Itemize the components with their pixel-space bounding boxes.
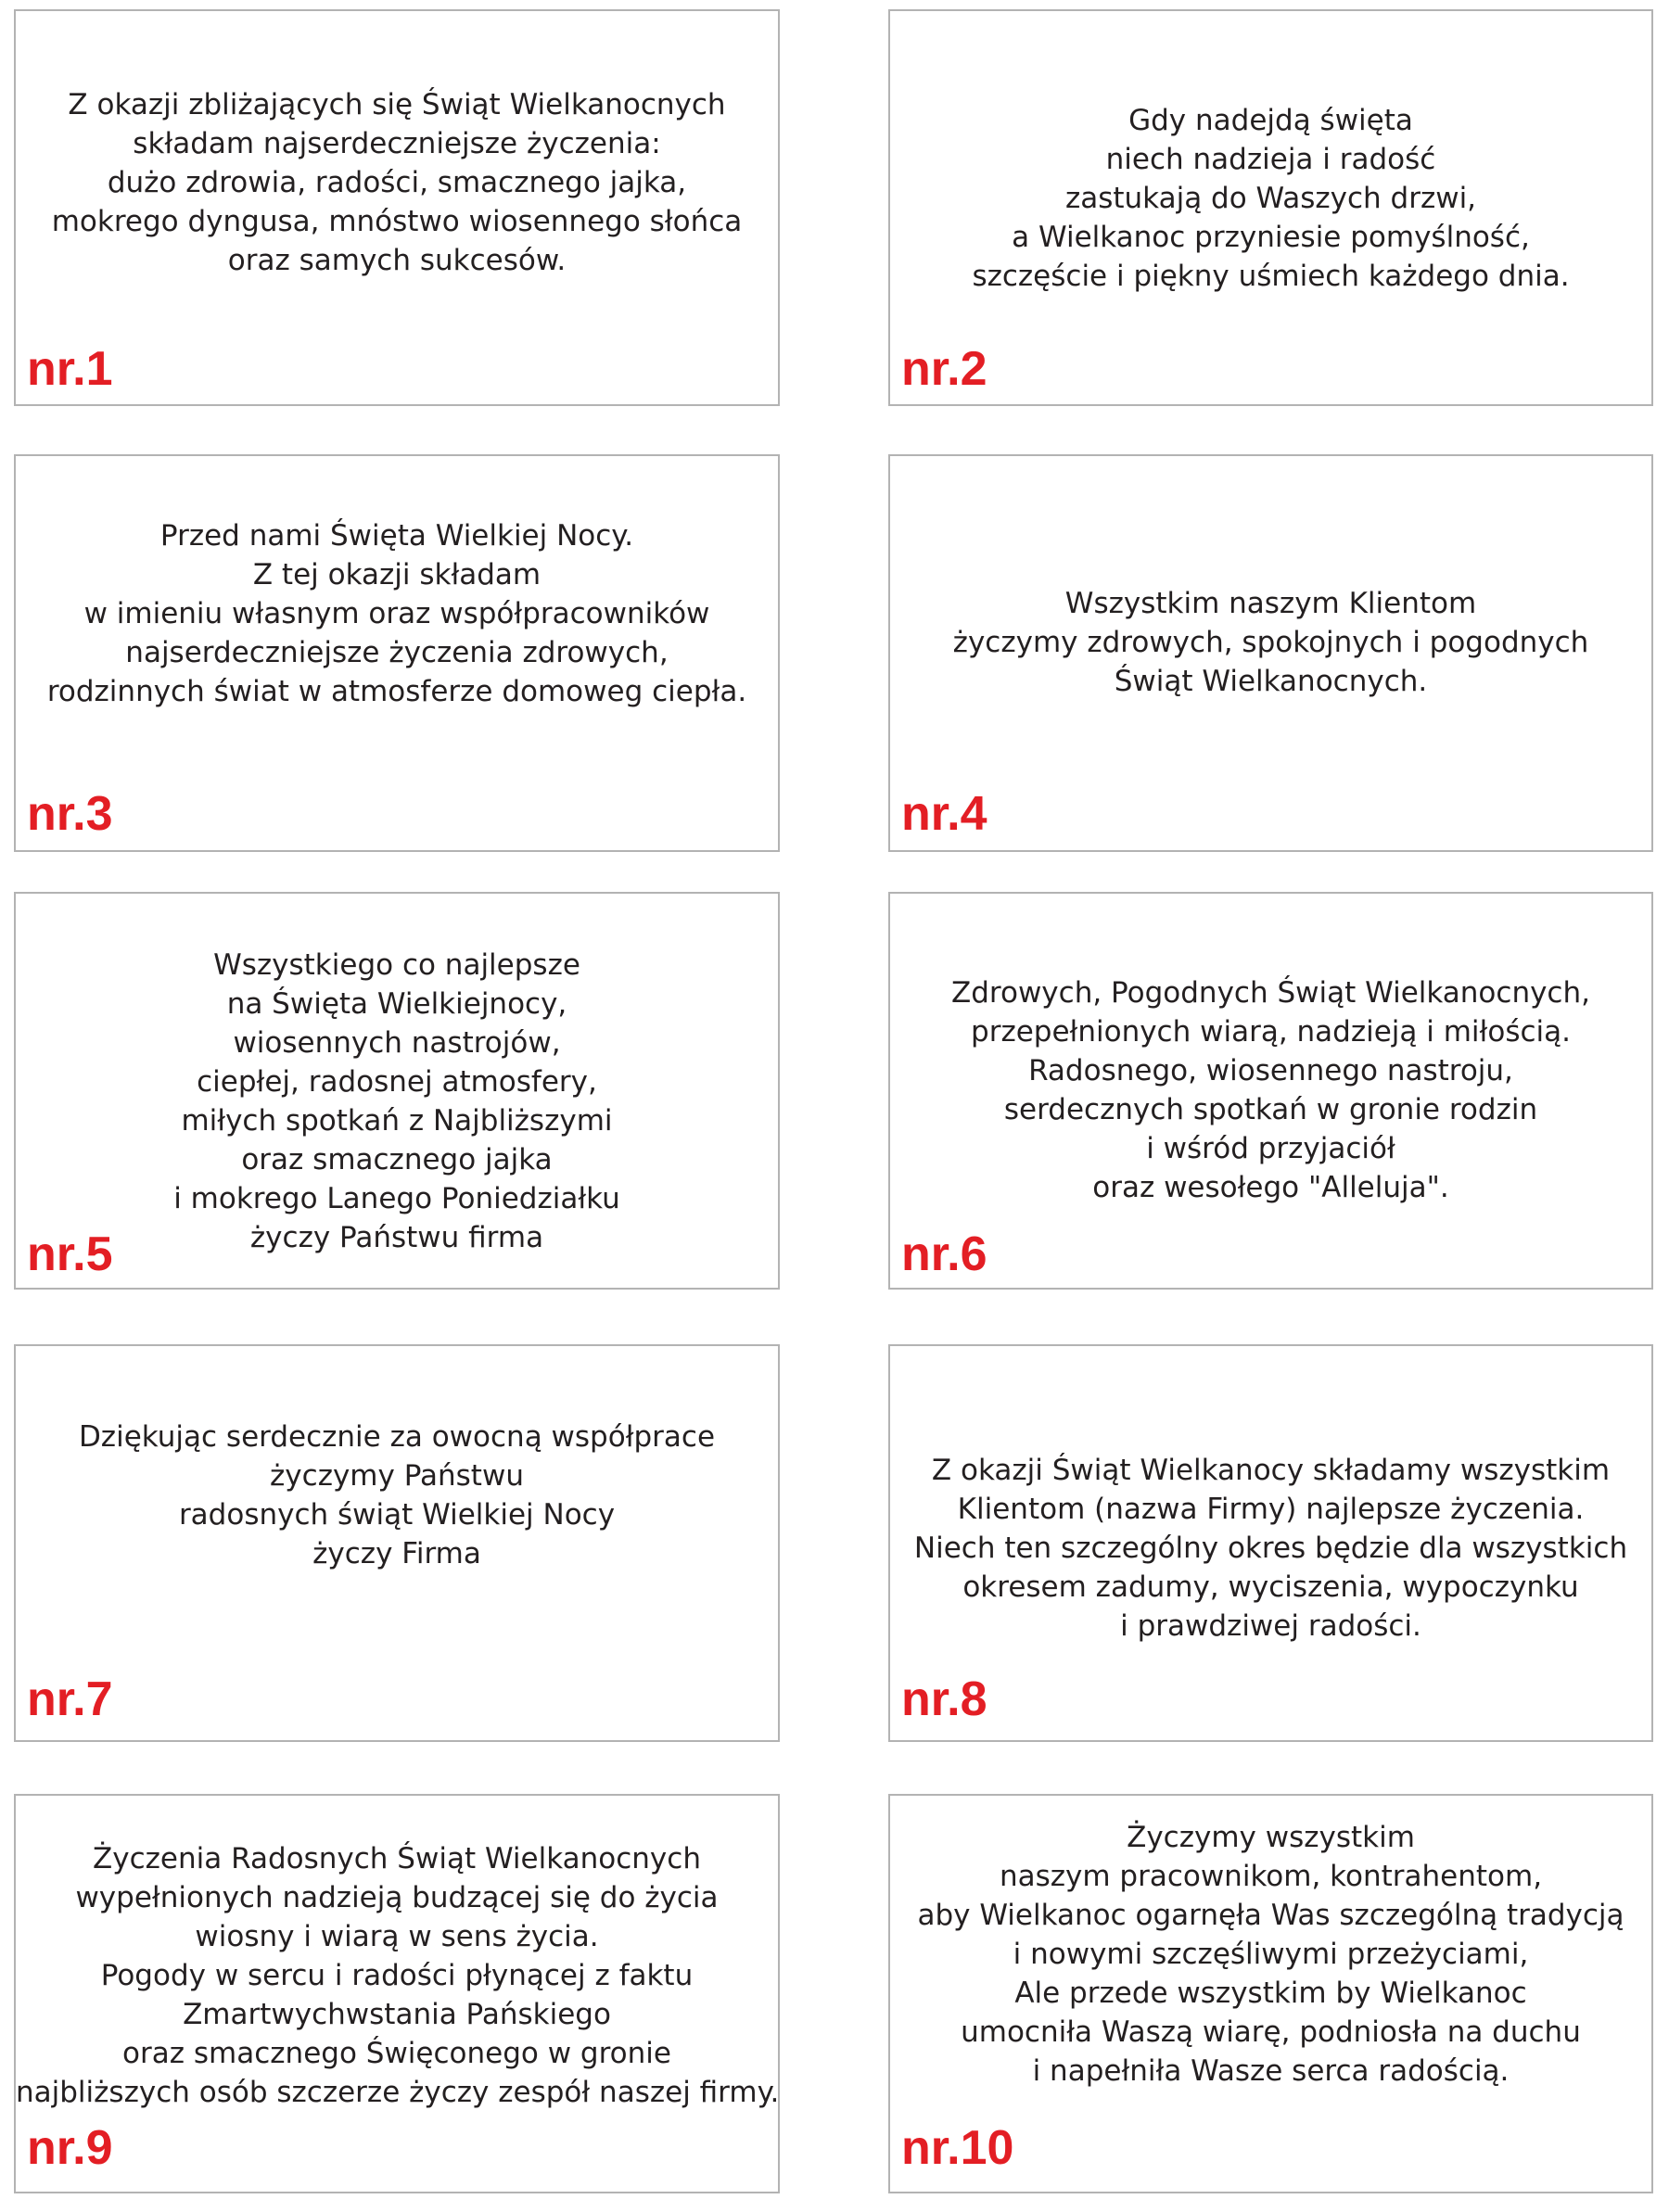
greeting-line: aby Wielkanoc ogarnęła Was szczególną tradycją — [917, 1899, 1624, 1932]
card-number: nr.8 — [901, 1672, 987, 1726]
greeting-line: w imieniu własnym oraz współpracowników — [83, 597, 710, 630]
greeting-line: niech nadzieja i radość — [1105, 143, 1436, 176]
greeting-text — [890, 1451, 1651, 1646]
greeting-line: Wszystkiego co najlepsze — [213, 948, 580, 982]
greeting-line: rodzinnych świat w atmosferze domoweg ciepła. — [46, 675, 747, 708]
greeting-text — [16, 1839, 778, 2112]
greeting-line: serdecznych spotkań w gronie rodzin — [1003, 1093, 1538, 1126]
greeting-card — [14, 1794, 780, 2193]
greeting-line: i nowymi szczęśliwymi przeżyciami, — [1013, 1938, 1529, 1971]
greeting-line: Przed nami Święta Wielkiej Nocy. — [159, 519, 634, 553]
card-number: nr.7 — [27, 1672, 113, 1726]
card-number: nr.3 — [27, 787, 113, 841]
greeting-line: i prawdziwej radości. — [1120, 1609, 1421, 1643]
card-number: nr.10 — [901, 2121, 1014, 2175]
greeting-line: życzymy Państwu — [270, 1459, 524, 1493]
greeting-line: Zdrowych, Pogodnych Świąt Wielkanocnych, — [951, 976, 1590, 1010]
greeting-line: zastukają do Waszych drzwi, — [1064, 182, 1477, 215]
card-number: nr.1 — [27, 342, 113, 396]
greeting-line: życzy Państwu firma — [249, 1221, 544, 1254]
greeting-line: i napełniła Wasze serca radością. — [1032, 2054, 1510, 2088]
greeting-line: najserdeczniejsze życzenia zdrowych, — [125, 636, 669, 669]
greeting-text — [890, 973, 1651, 1207]
card-number: nr.6 — [901, 1227, 987, 1281]
greeting-line: miłych spotkań z Najbliższymi — [181, 1104, 613, 1138]
greeting-line: Życzenia Radosnych Świąt Wielkanocnych — [93, 1842, 701, 1875]
greeting-card — [888, 1344, 1653, 1742]
greeting-line: mokrego dyngusa, mnóstwo wiosennego słońca — [51, 205, 743, 238]
greeting-card — [888, 1794, 1653, 2193]
greeting-line: Gdy nadejdą święta — [1128, 104, 1413, 137]
card-number: nr.4 — [901, 787, 987, 841]
greeting-line: życzymy zdrowych, spokojnych i pogodnych — [952, 626, 1589, 659]
greeting-line: Radosnego, wiosennego nastroju, — [1028, 1054, 1513, 1087]
greeting-line: Z okazji zbliżających się Świąt Wielkanocnych — [68, 88, 726, 121]
greeting-text — [16, 85, 778, 280]
greeting-line: Świąt Wielkanocnych. — [1114, 665, 1428, 698]
greeting-card — [888, 9, 1653, 406]
greeting-line: i wśród przyjaciół — [1146, 1132, 1395, 1165]
greeting-line: dużo zdrowia, radości, smacznego jajka, — [107, 166, 687, 199]
greeting-line: na Święta Wielkiejnocy, — [226, 987, 567, 1021]
greeting-text — [16, 1417, 778, 1573]
greeting-line: najbliższych osób szczerze życzy zespół naszej firmy. — [16, 2076, 780, 2109]
greeting-card — [888, 454, 1653, 852]
greeting-line: przepełnionych wiarą, nadzieją i miłością. — [971, 1015, 1571, 1049]
greeting-line: Klientom (nazwa Firmy) najlepsze życzenia. — [957, 1493, 1585, 1526]
greeting-line: Pogody w sercu i radości płynącej z faktu — [100, 1959, 694, 1992]
greeting-line: ciepłej, radosnej atmosfery, — [197, 1065, 597, 1099]
greeting-line: oraz samych sukcesów. — [227, 244, 567, 277]
card-number: nr.5 — [27, 1227, 113, 1281]
greeting-line: Wszystkim naszym Klientom — [1064, 587, 1477, 620]
greeting-card — [888, 892, 1653, 1290]
greeting-line: Życzymy wszystkim — [1127, 1821, 1415, 1854]
greeting-line: wiosennych nastrojów, — [233, 1026, 561, 1060]
greeting-card — [14, 9, 780, 406]
greeting-card — [14, 454, 780, 852]
greeting-line: Z okazji Świąt Wielkanocy składamy wszystkim — [931, 1454, 1611, 1487]
greeting-line: a Wielkanoc przyniesie pomyślność, — [1012, 221, 1530, 254]
greeting-text — [16, 946, 778, 1257]
greeting-line: składam najserdeczniejsze życzenia: — [133, 127, 661, 160]
greeting-line: Dziękując serdecznie za owocną współprace — [78, 1420, 716, 1454]
card-number: nr.2 — [901, 342, 987, 396]
greeting-line: oraz smacznego Święconego w gronie — [122, 2037, 671, 2070]
greeting-card — [14, 1344, 780, 1742]
greeting-line: naszym pracownikom, kontrahentom, — [999, 1860, 1543, 1893]
greeting-line: wiosny i wiarą w sens życia. — [195, 1920, 599, 1953]
greeting-line: szczęście i piękny uśmiech każdego dnia. — [972, 260, 1570, 293]
greeting-line: radosnych świąt Wielkiej Nocy — [178, 1498, 616, 1532]
greeting-line: Zmartwychwstania Pańskiego — [183, 1998, 611, 2031]
card-number: nr.9 — [27, 2121, 113, 2175]
greeting-line: i mokrego Lanego Poniedziałku — [173, 1182, 620, 1215]
greeting-line: oraz wesołego "Alleluja". — [1092, 1171, 1449, 1204]
greeting-card — [14, 892, 780, 1290]
greeting-text — [890, 101, 1651, 296]
greeting-line: umocniła Waszą wiarę, podniosła na duchu — [961, 2015, 1581, 2049]
greeting-line: oraz smacznego jajka — [241, 1143, 553, 1176]
greeting-line: Z tej okazji składam — [252, 558, 541, 591]
greeting-text — [16, 516, 778, 711]
greeting-line: wypełnionych nadzieją budzącej się do życia — [75, 1881, 719, 1914]
greeting-text — [890, 1818, 1651, 2091]
greeting-line: Niech ten szczególny okres będzie dla wszystkich — [913, 1532, 1628, 1565]
greeting-line: Ale przede wszystkim by Wielkanoc — [1014, 1977, 1527, 2010]
greeting-text — [890, 584, 1651, 701]
greeting-line: życzy Firma — [312, 1537, 481, 1570]
greeting-line: okresem zadumy, wyciszenia, wypoczynku — [962, 1570, 1579, 1604]
